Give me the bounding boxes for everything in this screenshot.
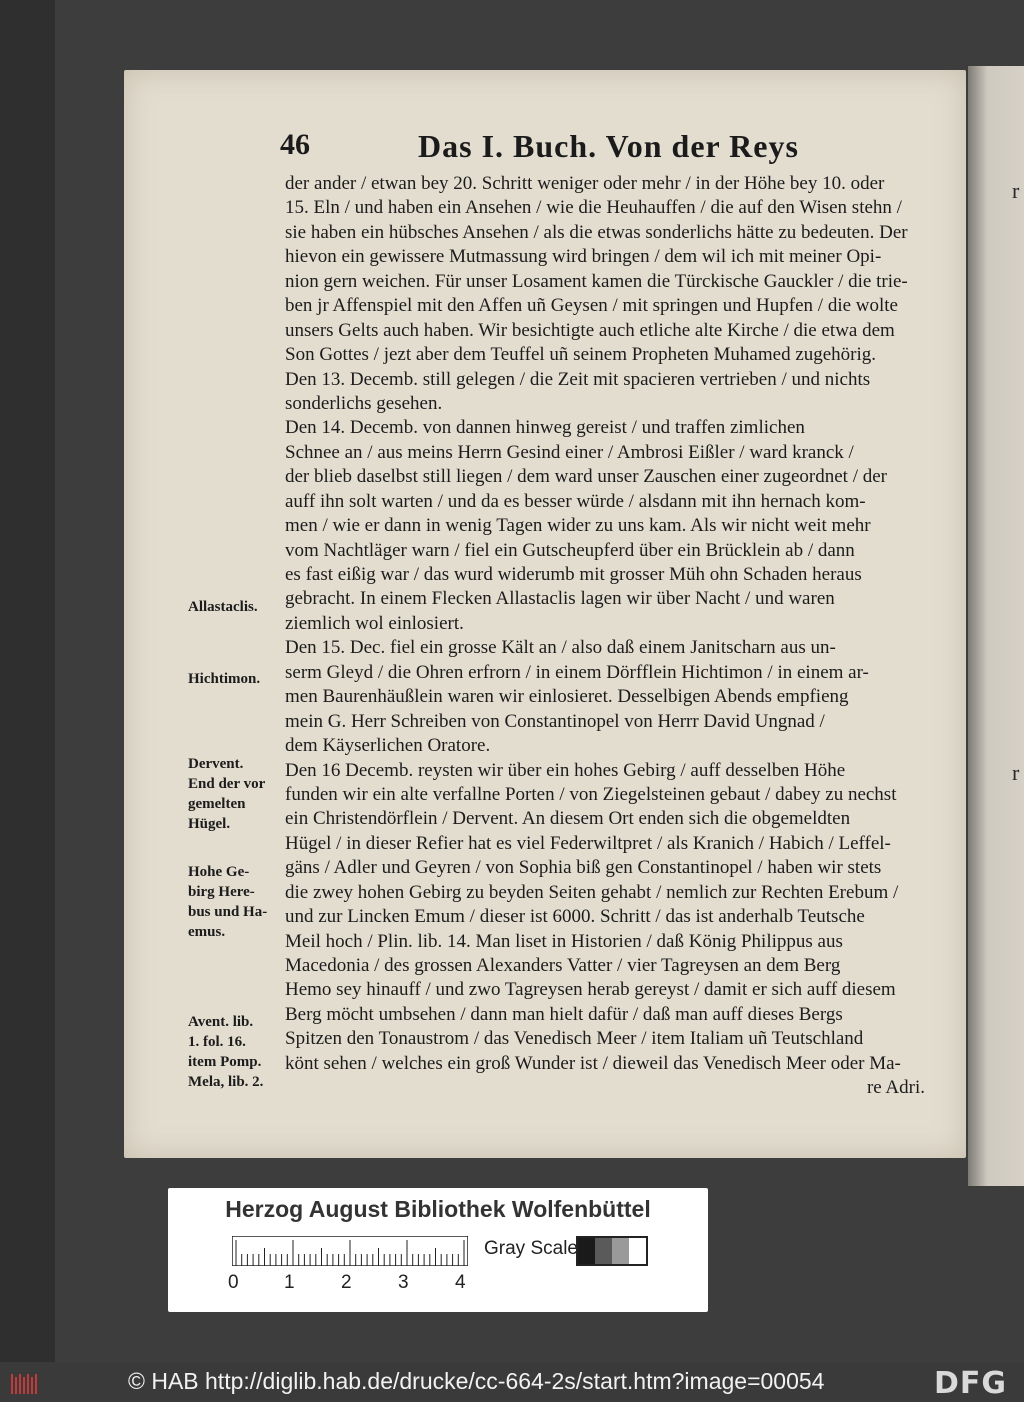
- gray-swatch: [578, 1238, 595, 1264]
- running-head: [280, 128, 920, 168]
- text-line: sie haben ein hübsches Ansehen / als die etwas sonderlichs hätte zu bedeuten. Der: [285, 221, 908, 243]
- source-url-link[interactable]: © HAB http://diglib.hab.de/drucke/cc-664-2s/start.htm?image=00054: [128, 1368, 825, 1394]
- running-head-title: Das I. Buch. Von der Reys: [418, 128, 799, 164]
- marginal-line: Hügel.: [188, 816, 231, 832]
- ruler-number: 3: [398, 1272, 409, 1293]
- text-line: gäns / Adler und Geyren / von Sophia biß gen Constantinopel / haben wir stets: [285, 857, 882, 879]
- page-number: 46: [280, 128, 310, 161]
- text-line: Schnee an / aus meins Herrn Gesind einer / Ambrosi Eißler / ward kranck /: [285, 441, 854, 463]
- text-line: re Adri.: [866, 1077, 925, 1099]
- text-line: Den 13. Decemb. still gelegen / die Zeit mit spacieren vertrieben / und nichts: [285, 368, 871, 390]
- text-line: die zwey hohen Gebirg zu beyden Seiten gehabt / nemlich zur Rechten Erebum /: [285, 881, 899, 903]
- marginal-note-avent: [188, 1012, 280, 1092]
- marginal-line: item Pomp.: [188, 1054, 262, 1070]
- text-line: dem Käyserlichen Oratore.: [285, 735, 491, 757]
- ruler-number: 4: [455, 1272, 466, 1293]
- marginal-line: gemelten: [188, 796, 246, 812]
- text-line: ben jr Affenspiel mit den Affen uñ Geysen / mit springen und Hupfen / die wolte: [285, 295, 898, 317]
- marginal-line: Mela, lib. 2.: [188, 1074, 264, 1090]
- text-line: Hemo sey hinauff / und zwo Tagreysen herab gereyst / damit er sich auff diesem: [285, 979, 896, 1001]
- text-line: Son Gottes / jezt aber dem Teuffel uñ seinem Propheten Muhamed zugehörig.: [285, 344, 877, 366]
- text-line: sonderlichs gesehen.: [285, 392, 443, 414]
- gray-scale-swatches: [576, 1236, 648, 1266]
- marginal-note-dervent: [188, 754, 280, 834]
- marginal-note-allastaclis: Allastaclis.: [188, 599, 258, 615]
- adjacent-page-edge: [968, 66, 1024, 1186]
- text-line: gebracht. In einem Flecken Allastaclis lagen wir über Nacht / und waren: [285, 588, 835, 610]
- text-line: hievon ein gewissere Mutmassung wird bringen / dem wil ich mit meiner Opi-: [285, 246, 882, 268]
- marginal-line: Dervent.: [188, 756, 244, 772]
- text-line: Den 15. Dec. fiel ein grosse Kält an / also daß einem Janitscharn aus un-: [285, 637, 836, 659]
- viewer-left-edge: [0, 0, 55, 1362]
- adjacent-page-glyph: r: [1012, 178, 1020, 203]
- text-line: funden wir ein alte verfallne Porten / von Ziegelsteinen gebaut / dabey zu nechst: [285, 783, 897, 805]
- text-line: Hügel / in dieser Refier hat es viel Federwiltpret / als Kranich / Habich / Leffel-: [285, 832, 891, 854]
- marginal-line: 1. fol. 16.: [188, 1034, 246, 1050]
- marginal-note-hohe-gebirg: [188, 862, 280, 942]
- text-line: men / wie er dann in wenig Tagen wider zu uns kam. Als wir nicht weit mehr: [285, 515, 871, 537]
- text-line: 15. Eln / und haben ein Ansehen / wie die Heuhauffen / die auf den Wisen stehn /: [285, 197, 902, 219]
- color-reference-card: [168, 1188, 708, 1312]
- marginal-line: emus.: [188, 924, 226, 940]
- dfg-logo: DFG: [934, 1366, 1008, 1401]
- text-line: Den 14. Decemb. von dannen hinweg gereist / und traffen zimlichen: [285, 417, 805, 439]
- text-line: vom Nachtläger warn / fiel ein Gutscheupferd über ein Brücklein ab / dann: [285, 539, 855, 561]
- marginal-line: End der vor: [188, 776, 266, 792]
- text-line: nion gern weichen. Für unser Losament kamen die Türckische Gauckler / die trie-: [285, 270, 908, 292]
- text-line: der blieb daselbst still liegen / dem ward unser Zauschen einer zugeordnet / der: [285, 466, 887, 488]
- text-line: ziemlich wol einlosiert.: [285, 612, 464, 634]
- text-line: Spitzen den Tonaustrom / das Venedisch Meer / item Italiam uñ Teutschland: [285, 1028, 864, 1050]
- hab-logo-icon[interactable]: [10, 1372, 40, 1396]
- text-line: mein G. Herr Schreiben von Constantinopel von Herrr David Ungnad /: [285, 710, 825, 732]
- marginal-line: Hohe Ge-: [188, 864, 250, 880]
- gray-swatch: [629, 1238, 646, 1264]
- ruler-number: 1: [284, 1272, 295, 1293]
- text-line: unsers Gelts auch haben. Wir besichtigte auch etliche alte Kirche / die etwa dem: [285, 319, 895, 341]
- marginal-line: Avent. lib.: [188, 1014, 254, 1030]
- ruler-number: 2: [341, 1272, 352, 1293]
- text-line: Den 16 Decemb. reysten wir über ein hohes Gebirg / auff desselben Höhe: [285, 759, 846, 781]
- text-line: Berg möcht umbsehen / dann man hielt dafür / daß man auff dieses Bergs: [285, 1003, 843, 1025]
- marginal-line: bus und Ha-: [188, 904, 268, 920]
- text-line: Macedonia / des grossen Alexanders Vatter / vier Tagreysen an dem Berg: [285, 955, 841, 976]
- text-line: und zur Lincken Emum / dieser ist 6000. Schritt / das ist anderhalb Teutsche: [285, 906, 865, 928]
- marginal-note-hichtimon: Hichtimon.: [188, 671, 261, 687]
- adjacent-page-glyph: r: [1012, 760, 1020, 785]
- library-name: Herzog August Bibliothek Wolfenbüttel: [225, 1196, 651, 1222]
- ruler-scale: [232, 1236, 468, 1266]
- gray-swatch: [595, 1238, 612, 1264]
- gray-swatch: [612, 1238, 629, 1264]
- text-line: Meil hoch / Plin. lib. 14. Man liset in Historien / daß König Philippus aus: [285, 930, 843, 952]
- ruler-number: 0: [228, 1272, 239, 1293]
- gray-scale-label: Gray Scale: [484, 1238, 578, 1259]
- text-line: könt sehen / welches ein groß Wunder ist / dieweil das Venedisch Meer oder Ma-: [285, 1052, 901, 1074]
- text-line: serm Gleyd / die Ohren erfrorn / in einem Dörfflein Hichtimon / in einem ar-: [285, 661, 869, 683]
- text-line: men Baurenhäußlein waren wir einlosieret. Desselbigen Abends empfieng: [285, 686, 849, 708]
- text-line: der ander / etwan bey 20. Schritt weniger oder mehr / in der Höhe bey 10. oder: [285, 173, 885, 194]
- marginal-line: birg Here-: [188, 884, 255, 900]
- text-line: ein Christendörflein / Dervent. An diesem Ort enden sich die obgemeldten: [285, 808, 851, 830]
- text-line: es fast eißig war / das wurd widerumb mit grosser Müh ohn Schaden heraus: [285, 564, 862, 585]
- text-line: auff ihn solt warten / und da es besser würde / alsdann mit ihn hernach kom-: [285, 490, 866, 512]
- body-text: [285, 172, 925, 1101]
